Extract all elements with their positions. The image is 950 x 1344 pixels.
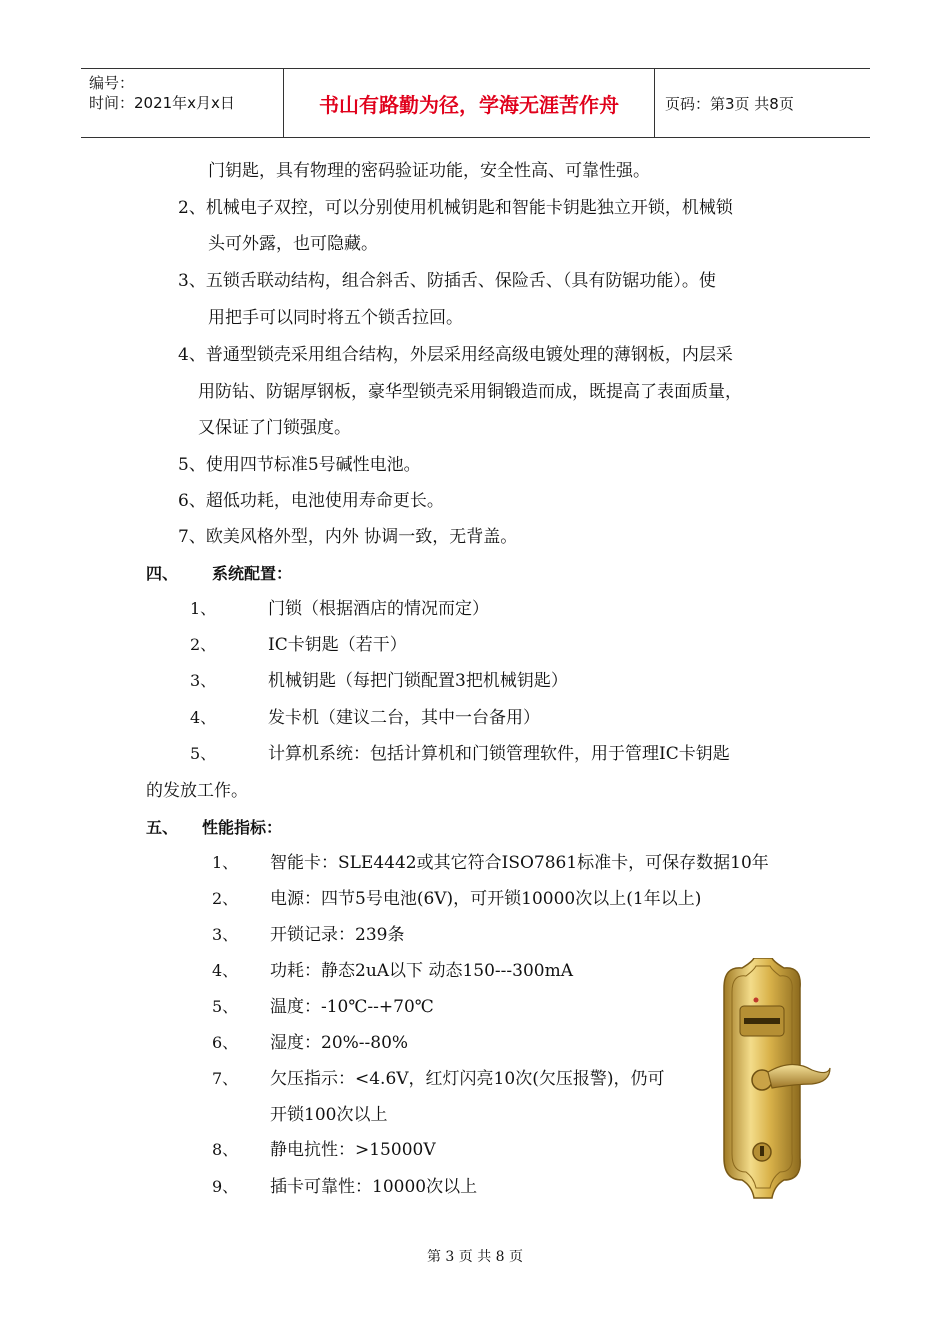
config-item-number: 2、	[190, 635, 217, 654]
section-4-number: 四、	[146, 564, 179, 583]
config-item-text: 机械钥匙（每把门锁配置3把机械钥匙）	[268, 671, 568, 691]
spec-item-text: 开锁记录：239条	[270, 925, 405, 945]
spec-item-text: 功耗：静态2uA以下 动态150---300mA	[270, 961, 573, 981]
feature-1-continuation: 门钥匙，具有物理的密码验证功能，安全性高、可靠性强。	[208, 161, 650, 181]
config-item-number: 3、	[190, 671, 217, 690]
config-item-text: IC卡钥匙（若干）	[268, 635, 407, 655]
config-item-number: 1、	[190, 599, 217, 618]
feature-2-line-2: 头可外露，也可隐藏。	[208, 234, 378, 254]
spec-item-7-continuation: 开锁100次以上	[270, 1105, 388, 1125]
spec-item-number: 3、	[212, 925, 239, 944]
config-item-text: 门锁（根据酒店的情况而定）	[268, 599, 489, 619]
config-item-5-continuation: 的发放工作。	[146, 781, 248, 801]
spec-item-text: 插卡可靠性：10000次以上	[270, 1177, 478, 1197]
config-item-text: 计算机系统：包括计算机和门锁管理软件，用于管理IC卡钥匙	[268, 744, 730, 764]
spec-item-number: 5、	[212, 997, 239, 1016]
spec-item-number: 6、	[212, 1033, 239, 1052]
spec-item-text: 湿度：20%--80%	[270, 1033, 409, 1053]
spec-item-number: 2、	[212, 889, 239, 908]
feature-3-line-2: 用把手可以同时将五个锁舌拉回。	[208, 308, 463, 328]
section-4-title: 系统配置：	[212, 564, 293, 583]
feature-4-line-1: 4、普通型锁壳采用组合结构，外层采用经高级电镀处理的薄钢板，内层采	[178, 345, 733, 365]
page-indicator: 页码：第3页 共8页	[665, 94, 794, 113]
header-left-cell	[81, 69, 283, 137]
feature-5: 5、使用四节标准5号碱性电池。	[178, 455, 421, 475]
config-item-number: 4、	[190, 708, 217, 727]
page-footer: 第 3 页 共 8 页	[426, 1249, 524, 1265]
feature-3-line-1: 3、五锁舌联动结构，组合斜舌、防插舌、保险舌、（具有防锯功能）。使	[178, 271, 716, 291]
time-label: 时间：2021年x月x日	[89, 94, 235, 112]
motto: 书山有路勤为径，学海无涯苦作舟	[283, 69, 655, 137]
spec-item-text: 静电抗性：>15000V	[270, 1140, 436, 1160]
feature-6: 6、超低功耗，电池使用寿命更长。	[178, 491, 444, 511]
spec-item-number: 4、	[212, 961, 239, 980]
spec-item-text: 智能卡：SLE4442或其它符合ISO7861标准卡，可保存数据10年	[270, 853, 769, 873]
feature-7: 7、欧美风格外型，内外 协调一致，无背盖。	[178, 527, 518, 547]
section-5-number: 五、	[146, 818, 179, 837]
number-label: 编号：	[89, 74, 135, 92]
feature-4-line-2: 用防钻、防锯厚钢板，豪华型锁壳采用铜锻造而成，既提高了表面质量，	[198, 382, 742, 402]
feature-4-line-3: 又保证了门锁强度。	[198, 418, 351, 438]
page-header	[81, 68, 870, 138]
spec-item-number: 9、	[212, 1177, 239, 1196]
spec-item-number: 7、	[212, 1069, 239, 1088]
door-lock-image	[712, 958, 832, 1208]
spec-item-text: 温度：-10℃--+70℃	[270, 997, 434, 1017]
spec-item-number: 1、	[212, 853, 239, 872]
spec-item-number: 8、	[212, 1140, 239, 1159]
section-5-title: 性能指标：	[202, 818, 283, 837]
door-lock-illustration	[712, 958, 832, 1208]
config-item-number: 5、	[190, 744, 217, 763]
feature-2-line-1: 2、机械电子双控，可以分别使用机械钥匙和智能卡钥匙独立开锁，机械锁	[178, 198, 733, 218]
config-item-text: 发卡机（建议二台，其中一台备用）	[268, 708, 540, 728]
spec-item-text: 电源：四节5号电池(6V)，可开锁10000次以上(1年以上)	[270, 889, 702, 909]
spec-item-text: 欠压指示：<4.6V，红灯闪亮10次(欠压报警)，仍可	[270, 1069, 665, 1089]
